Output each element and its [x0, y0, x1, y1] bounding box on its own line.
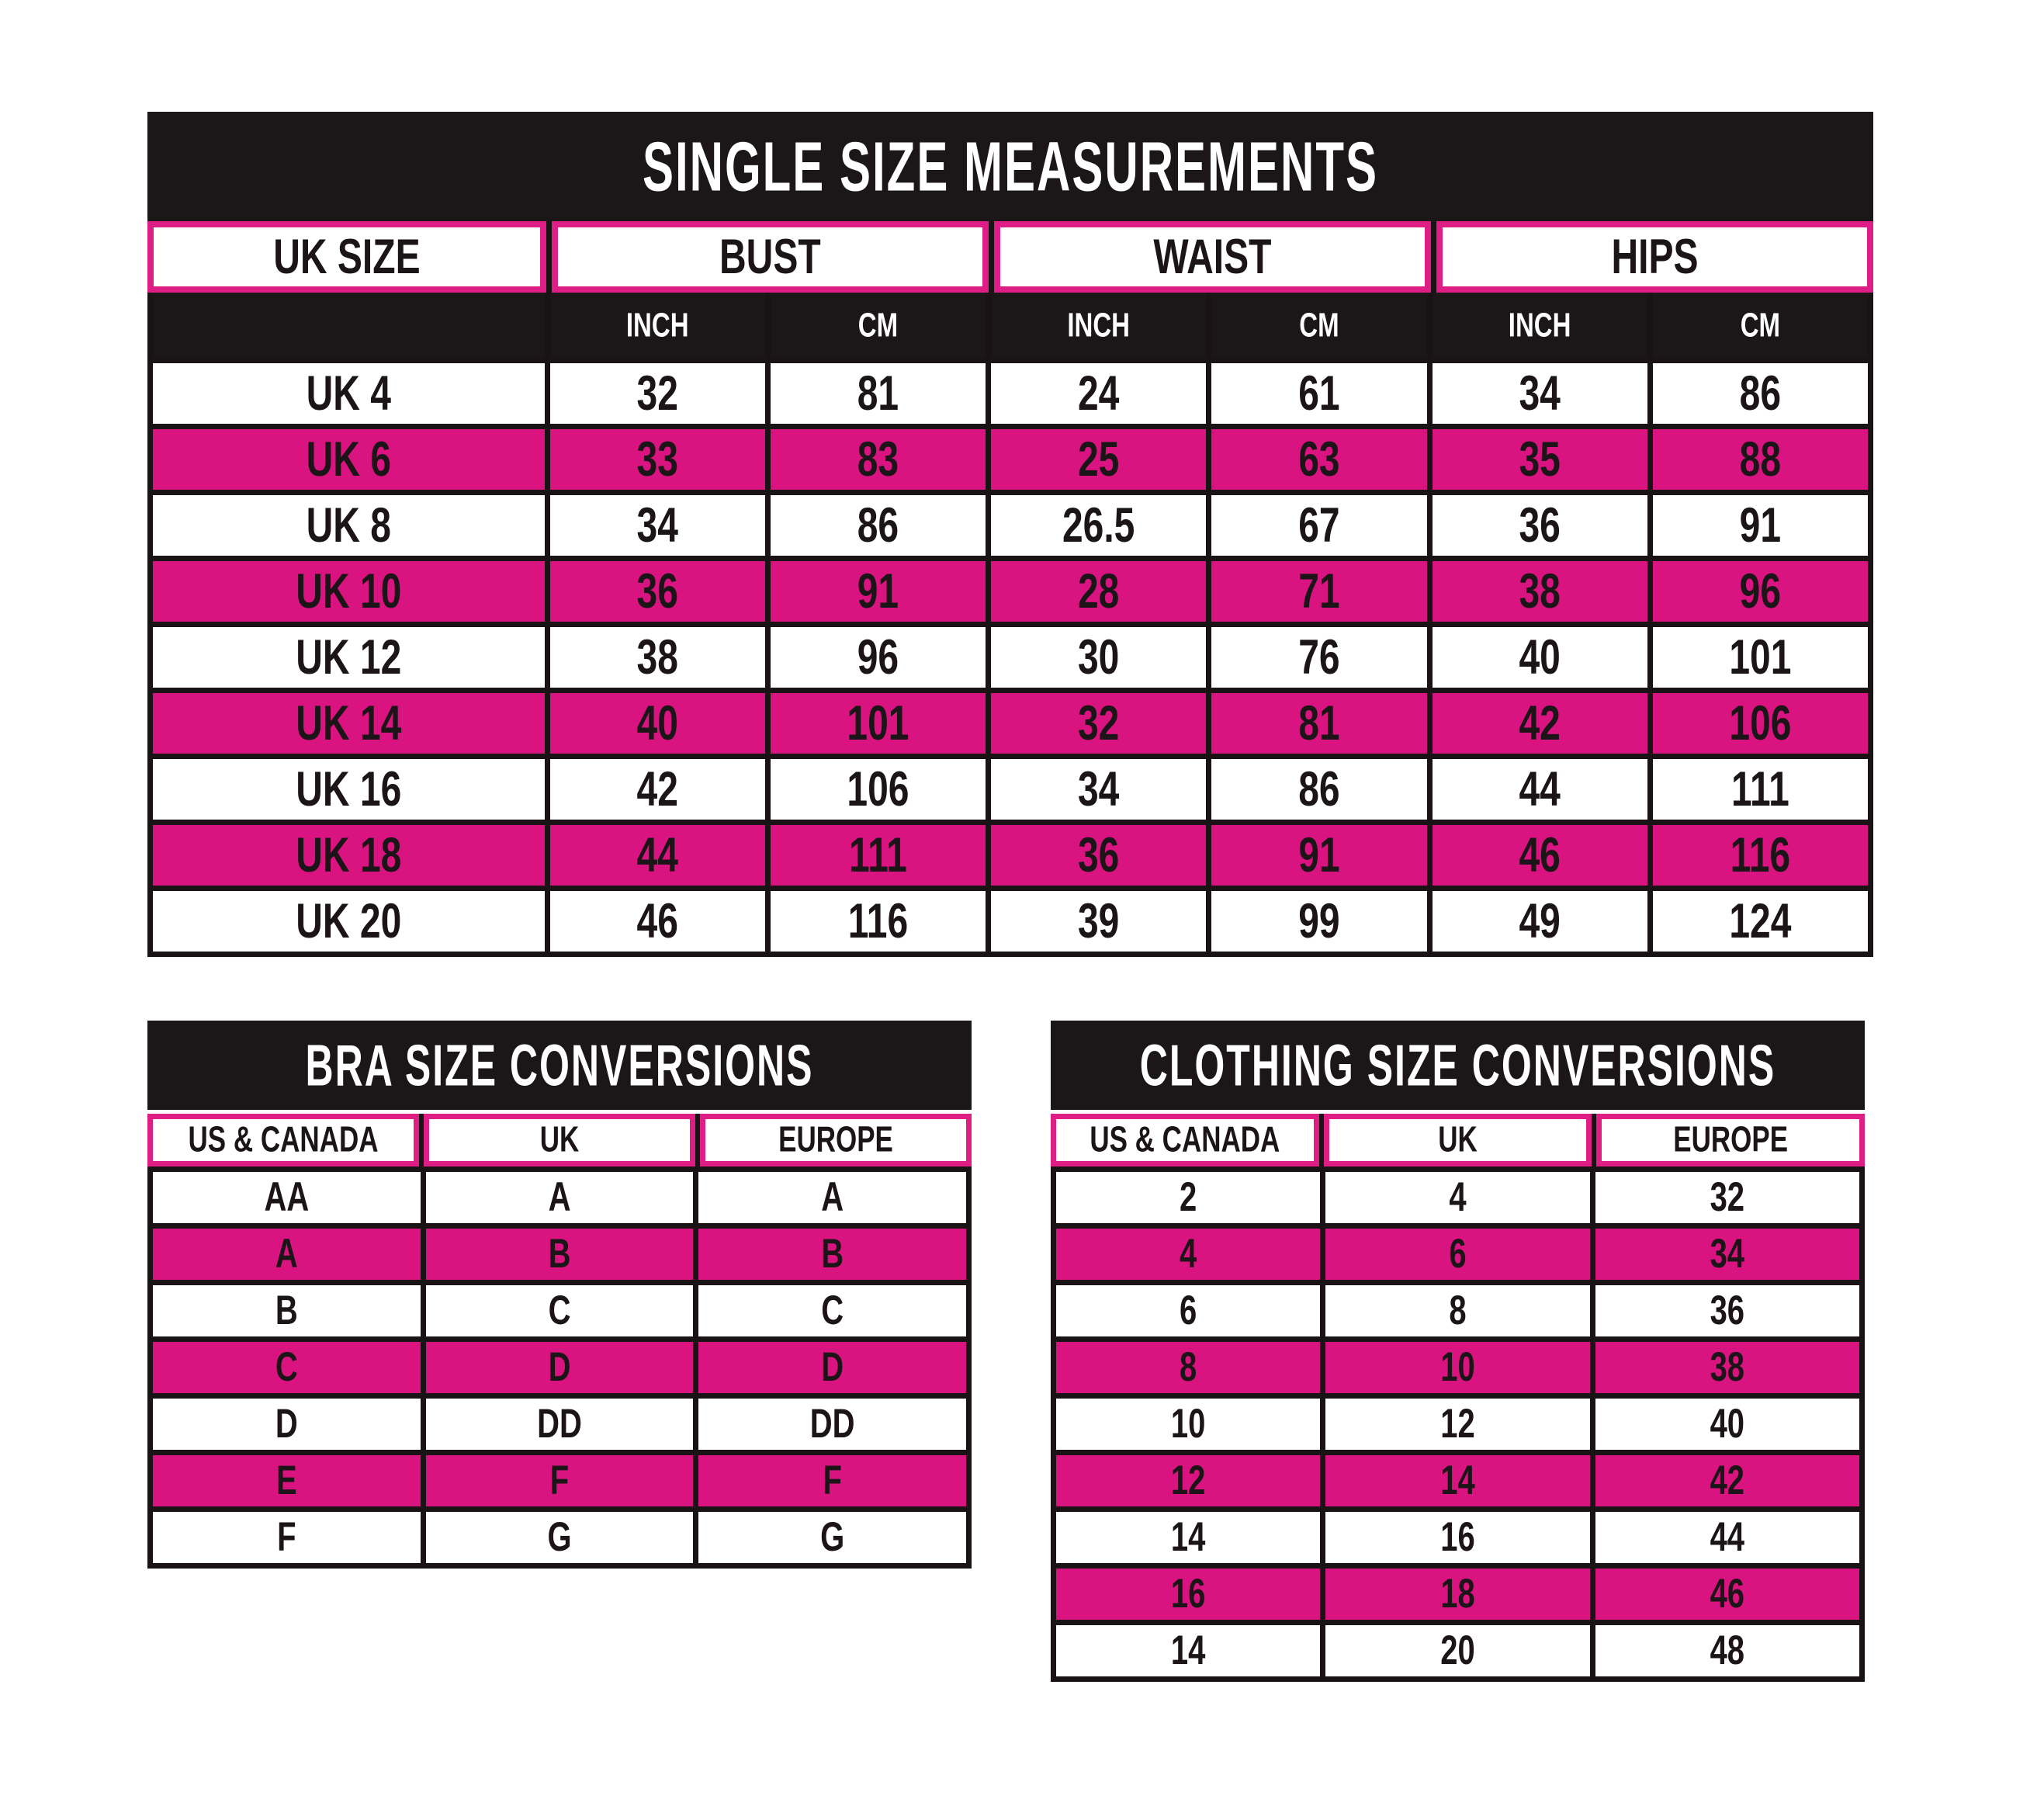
- cell-text: 46: [636, 894, 678, 948]
- bra-size-table: [147, 1021, 972, 1569]
- header-text: WAIST: [1153, 230, 1272, 284]
- measurement-cell: [1211, 429, 1426, 490]
- cell-text: F: [277, 1514, 296, 1560]
- cell-text: C: [821, 1288, 844, 1333]
- uk-size-cell: [153, 759, 545, 820]
- bra-title-bar: [147, 1021, 972, 1110]
- unit-text: INCH: [1508, 305, 1571, 344]
- cell-text: G: [547, 1514, 572, 1560]
- cell-text: 14: [1170, 1628, 1206, 1673]
- cell-text: 34: [1077, 762, 1120, 816]
- measurement-cell: [771, 561, 986, 622]
- cell-text: 46: [1710, 1571, 1745, 1617]
- uk-size-cell: [153, 825, 545, 886]
- conversion-cell: [698, 1512, 966, 1563]
- cell-text: 76: [1298, 630, 1340, 685]
- cell-text: 36: [1710, 1288, 1745, 1333]
- measurement-cell: [991, 627, 1206, 688]
- conversion-row: [1056, 1229, 1859, 1280]
- measurement-cell: [771, 825, 986, 886]
- cell-text: 61: [1298, 366, 1340, 421]
- cell-text: UK 10: [296, 564, 402, 619]
- unit-cell-hips-inch: [1433, 293, 1647, 358]
- measurement-cell: [550, 627, 765, 688]
- clothing-title: CLOTHING SIZE CONVERSIONS: [1139, 1032, 1776, 1098]
- conversion-cell: [1056, 1399, 1320, 1450]
- cell-text: B: [275, 1288, 298, 1333]
- cell-text: 88: [1739, 432, 1782, 487]
- measurement-cell: [991, 429, 1206, 490]
- conversion-row: [153, 1512, 966, 1563]
- measurement-cell: [771, 495, 986, 556]
- measurement-cell: [550, 495, 765, 556]
- conversion-row: [1056, 1342, 1859, 1393]
- cell-text: 38: [1519, 564, 1561, 619]
- measurement-cell: [550, 429, 765, 490]
- cell-text: 101: [1729, 630, 1792, 685]
- conversion-row: [153, 1399, 966, 1450]
- conversion-cell: [1056, 1625, 1320, 1676]
- cell-text: 116: [1730, 828, 1791, 882]
- cell-text: 39: [1077, 894, 1120, 948]
- measurement-cell: [1653, 561, 1868, 622]
- cell-text: F: [823, 1458, 842, 1503]
- conversion-cell: [1595, 1342, 1859, 1393]
- conversion-cell: [1056, 1569, 1320, 1620]
- cell-text: 48: [1710, 1628, 1745, 1673]
- conversion-cell: [153, 1455, 421, 1506]
- conversion-cell: [1056, 1342, 1320, 1393]
- cell-text: 44: [1710, 1514, 1745, 1560]
- measurement-cell: [771, 363, 986, 424]
- conversion-cell: [1325, 1625, 1589, 1676]
- header-cell-us-canada: [147, 1114, 419, 1166]
- header-text: UK: [539, 1119, 580, 1160]
- cell-text: UK 16: [296, 762, 402, 816]
- conversion-cell: [153, 1229, 421, 1280]
- header-cell-bust: [552, 221, 989, 293]
- table-row: [153, 429, 1868, 490]
- measurement-cell: [550, 561, 765, 622]
- cell-text: 106: [847, 762, 909, 816]
- measurement-cell: [550, 759, 765, 820]
- cell-text: 24: [1077, 366, 1120, 421]
- header-cell-uk: [424, 1114, 695, 1166]
- measurement-cell: [1211, 891, 1426, 952]
- header-text: EUROPE: [1673, 1119, 1789, 1160]
- conversion-cell: [1325, 1399, 1589, 1450]
- measurement-cell: [550, 363, 765, 424]
- cell-text: 38: [1710, 1344, 1745, 1390]
- unit-text: INCH: [1067, 305, 1130, 344]
- header-text: UK: [1438, 1119, 1478, 1160]
- conversion-cell: [1325, 1512, 1589, 1563]
- uk-size-cell: [153, 561, 545, 622]
- cell-text: 6: [1449, 1231, 1467, 1277]
- cell-text: 42: [1710, 1458, 1745, 1503]
- cell-text: A: [275, 1231, 298, 1277]
- measurement-cell: [991, 891, 1206, 952]
- measurement-cell: [771, 759, 986, 820]
- conversion-row: [1056, 1172, 1859, 1223]
- conversion-cell: [1056, 1172, 1320, 1223]
- measurement-cell: [771, 627, 986, 688]
- measurement-cell: [771, 891, 986, 952]
- cell-text: 111: [849, 828, 907, 882]
- cell-text: E: [275, 1458, 297, 1503]
- cell-text: 32: [636, 366, 678, 421]
- conversion-cell: [1595, 1399, 1859, 1450]
- cell-text: 8: [1449, 1288, 1467, 1333]
- cell-text: 4: [1180, 1231, 1197, 1277]
- conversion-row: [1056, 1399, 1859, 1450]
- cell-text: 26.5: [1062, 498, 1135, 553]
- cell-text: 2: [1180, 1174, 1197, 1220]
- measurement-cell: [1433, 759, 1647, 820]
- cell-text: 42: [1519, 696, 1561, 751]
- conversion-row: [1056, 1285, 1859, 1336]
- conversion-cell: [1056, 1285, 1320, 1336]
- measurement-cell: [771, 693, 986, 754]
- measurement-cell: [1433, 891, 1647, 952]
- clothing-conversion-grid: [1051, 1166, 1865, 1682]
- measurement-cell: [550, 891, 765, 952]
- measurement-cell: [1211, 627, 1426, 688]
- unit-cell-bust-cm: [771, 293, 986, 358]
- cell-text: UK 8: [306, 498, 391, 553]
- conversion-cell: [1595, 1229, 1859, 1280]
- cell-text: 40: [1710, 1401, 1745, 1447]
- conversion-cell: [1325, 1172, 1589, 1223]
- clothing-size-table: [1051, 1021, 1865, 1682]
- measurement-cell: [1211, 825, 1426, 886]
- conversion-cell: [1595, 1512, 1859, 1563]
- header-cell-uk-size: [147, 221, 546, 293]
- measurement-cell: [1433, 561, 1647, 622]
- conversion-cell: [426, 1399, 694, 1450]
- cell-text: 42: [636, 762, 678, 816]
- measurement-cell: [1653, 495, 1868, 556]
- measurement-cell: [1433, 693, 1647, 754]
- cell-text: A: [821, 1174, 844, 1220]
- conversion-cell: [1325, 1229, 1589, 1280]
- measurement-cell: [550, 825, 765, 886]
- header-cell-europe: [700, 1114, 972, 1166]
- measurement-cell: [991, 495, 1206, 556]
- clothing-title-bar: [1051, 1021, 1865, 1110]
- cell-text: 96: [1739, 564, 1782, 619]
- cell-text: 32: [1710, 1174, 1745, 1220]
- uk-size-cell: [153, 693, 545, 754]
- measurement-cell: [991, 363, 1206, 424]
- conversion-cell: [153, 1399, 421, 1450]
- conversion-cell: [1325, 1455, 1589, 1506]
- unit-text: INCH: [625, 305, 689, 344]
- cell-text: 124: [1729, 894, 1792, 948]
- conversion-cell: [698, 1342, 966, 1393]
- conversion-cell: [1595, 1285, 1859, 1336]
- conversion-cell: [1595, 1172, 1859, 1223]
- cell-text: 36: [1077, 828, 1120, 882]
- single-size-header-row: [147, 221, 1873, 293]
- measurement-cell: [550, 693, 765, 754]
- uk-size-cell: [153, 891, 545, 952]
- cell-text: 99: [1298, 894, 1340, 948]
- measurement-cell: [1653, 693, 1868, 754]
- conversion-cell: [698, 1285, 966, 1336]
- conversion-row: [153, 1285, 966, 1336]
- conversion-cell: [1325, 1285, 1589, 1336]
- measurement-cell: [771, 429, 986, 490]
- conversion-cell: [426, 1172, 694, 1223]
- conversion-cell: [1056, 1229, 1320, 1280]
- conversion-cell: [1056, 1455, 1320, 1506]
- cell-text: C: [548, 1288, 571, 1333]
- uk-size-cell: [153, 363, 545, 424]
- cell-text: 14: [1440, 1458, 1475, 1503]
- unit-text: CM: [1740, 305, 1781, 344]
- cell-text: 32: [1077, 696, 1120, 751]
- cell-text: UK 12: [296, 630, 402, 685]
- conversion-row: [1056, 1455, 1859, 1506]
- unit-cell-hips-cm: [1653, 293, 1868, 358]
- conversion-cell: [1595, 1625, 1859, 1676]
- cell-text: 101: [847, 696, 909, 751]
- unit-cell-waist-inch: [991, 293, 1206, 358]
- cell-text: 44: [636, 828, 678, 882]
- cell-text: 91: [1739, 498, 1782, 553]
- measurement-cell: [991, 693, 1206, 754]
- conversion-cell: [1325, 1342, 1589, 1393]
- header-text: BUST: [719, 230, 821, 284]
- unit-cell-bust-inch: [550, 293, 765, 358]
- cell-text: DD: [537, 1401, 582, 1447]
- conversion-cell: [426, 1342, 694, 1393]
- conversion-row: [1056, 1512, 1859, 1563]
- table-row: [153, 495, 1868, 556]
- cell-text: 30: [1077, 630, 1120, 685]
- unit-cell-waist-cm: [1211, 293, 1426, 358]
- cell-text: 96: [857, 630, 899, 685]
- header-text: EUROPE: [778, 1119, 893, 1160]
- cell-text: 81: [857, 366, 899, 421]
- header-text: US & CANADA: [1090, 1119, 1280, 1160]
- cell-text: 44: [1519, 762, 1561, 816]
- header-cell-hips: [1436, 221, 1873, 293]
- bra-conversion-grid: [147, 1166, 972, 1569]
- cell-text: 86: [857, 498, 899, 553]
- measurement-cell: [1433, 429, 1647, 490]
- table-row: [153, 891, 1868, 952]
- cell-text: F: [549, 1458, 570, 1503]
- cell-text: 91: [857, 564, 899, 619]
- cell-text: 86: [1298, 762, 1340, 816]
- cell-text: 34: [1519, 366, 1561, 421]
- cell-text: UK 14: [296, 696, 402, 751]
- conversion-row: [153, 1455, 966, 1506]
- bra-title: BRA SIZE CONVERSIONS: [305, 1032, 814, 1098]
- measurement-cell: [1653, 363, 1868, 424]
- measurement-cell: [1211, 495, 1426, 556]
- measurement-cell: [1433, 825, 1647, 886]
- cell-text: 14: [1170, 1514, 1206, 1560]
- table-row: [153, 759, 1868, 820]
- measurement-cell: [1653, 627, 1868, 688]
- cell-text: 33: [636, 432, 678, 487]
- conversion-cell: [698, 1455, 966, 1506]
- conversion-cell: [426, 1285, 694, 1336]
- conversion-row: [153, 1342, 966, 1393]
- units-row: [147, 293, 1873, 358]
- cell-text: AA: [264, 1174, 310, 1220]
- measurement-cell: [1211, 693, 1426, 754]
- measurement-cell: [1211, 561, 1426, 622]
- cell-text: 83: [857, 432, 899, 487]
- measurement-cell: [1211, 759, 1426, 820]
- measurement-cell: [1433, 627, 1647, 688]
- header-cell-europe: [1596, 1114, 1865, 1166]
- conversion-cell: [1595, 1455, 1859, 1506]
- conversion-cell: [1595, 1569, 1859, 1620]
- conversion-cell: [698, 1229, 966, 1280]
- conversion-cell: [426, 1229, 694, 1280]
- cell-text: 6: [1180, 1288, 1197, 1333]
- cell-text: 40: [636, 696, 678, 751]
- cell-text: 71: [1298, 564, 1340, 619]
- measurement-cell: [991, 561, 1206, 622]
- cell-text: 12: [1170, 1458, 1206, 1503]
- table-row: [153, 363, 1868, 424]
- cell-text: 34: [1710, 1231, 1745, 1277]
- measurement-cell: [1433, 495, 1647, 556]
- cell-text: 25: [1077, 432, 1120, 487]
- cell-text: 20: [1440, 1628, 1475, 1673]
- conversion-row: [1056, 1625, 1859, 1676]
- cell-text: UK 20: [296, 894, 402, 948]
- cell-text: 49: [1519, 894, 1561, 948]
- measurement-cell: [1211, 363, 1426, 424]
- cell-text: UK 6: [306, 432, 391, 487]
- conversion-row: [1056, 1569, 1859, 1620]
- uk-size-cell: [153, 627, 545, 688]
- cell-text: 34: [636, 498, 678, 553]
- header-cell-uk: [1324, 1114, 1592, 1166]
- cell-text: 38: [636, 630, 678, 685]
- cell-text: UK 4: [306, 366, 391, 421]
- single-size-title: SINGLE SIZE MEASUREMENTS: [642, 127, 1379, 206]
- header-text: US & CANADA: [188, 1119, 379, 1160]
- cell-text: 46: [1519, 828, 1561, 882]
- table-row: [153, 561, 1868, 622]
- cell-text: D: [275, 1401, 298, 1447]
- cell-text: G: [820, 1514, 845, 1560]
- measurement-cell: [991, 825, 1206, 886]
- conversion-cell: [153, 1172, 421, 1223]
- conversion-cell: [1325, 1569, 1589, 1620]
- cell-text: 111: [1730, 762, 1789, 816]
- cell-text: 16: [1170, 1571, 1206, 1617]
- measurement-cell: [1653, 891, 1868, 952]
- cell-text: D: [548, 1344, 571, 1390]
- conversion-cell: [153, 1285, 421, 1336]
- cell-text: 91: [1298, 828, 1340, 882]
- cell-text: UK 18: [296, 828, 402, 882]
- cell-text: 36: [1519, 498, 1561, 553]
- cell-text: 28: [1077, 564, 1120, 619]
- cell-text: 10: [1170, 1401, 1206, 1447]
- cell-text: C: [275, 1344, 298, 1390]
- cell-text: 8: [1180, 1344, 1197, 1390]
- conversion-cell: [153, 1512, 421, 1563]
- cell-text: DD: [809, 1401, 855, 1447]
- clothing-header-row: [1051, 1114, 1865, 1166]
- units-spacer-cell: [153, 293, 545, 358]
- cell-text: 40: [1519, 630, 1561, 685]
- single-size-title-bar: [147, 112, 1873, 221]
- cell-text: A: [548, 1174, 571, 1220]
- measurement-cell: [1653, 429, 1868, 490]
- bra-header-row: [147, 1114, 972, 1166]
- conversion-row: [153, 1229, 966, 1280]
- cell-text: 86: [1739, 366, 1782, 421]
- measurement-cell: [991, 759, 1206, 820]
- cell-text: 116: [847, 894, 909, 948]
- cell-text: 81: [1298, 696, 1340, 751]
- header-text: HIPS: [1611, 230, 1699, 284]
- unit-text: CM: [1299, 305, 1339, 344]
- single-size-table: [147, 112, 1873, 957]
- cell-text: 18: [1440, 1571, 1475, 1617]
- measurement-cell: [1653, 825, 1868, 886]
- cell-text: 16: [1440, 1514, 1475, 1560]
- table-row: [153, 825, 1868, 886]
- cell-text: 106: [1729, 696, 1792, 751]
- cell-text: D: [821, 1344, 844, 1390]
- cell-text: 35: [1519, 432, 1561, 487]
- cell-text: B: [548, 1231, 571, 1277]
- cell-text: B: [821, 1231, 844, 1277]
- conversion-cell: [698, 1172, 966, 1223]
- uk-size-cell: [153, 429, 545, 490]
- conversion-cell: [426, 1512, 694, 1563]
- header-cell-waist: [994, 221, 1431, 293]
- cell-text: 63: [1298, 432, 1340, 487]
- conversion-cell: [426, 1455, 694, 1506]
- header-text: UK SIZE: [273, 230, 421, 284]
- cell-text: 10: [1440, 1344, 1475, 1390]
- cell-text: 12: [1440, 1401, 1475, 1447]
- cell-text: 36: [636, 564, 678, 619]
- table-row: [153, 693, 1868, 754]
- unit-text: CM: [857, 305, 899, 344]
- uk-size-cell: [153, 495, 545, 556]
- table-row: [153, 627, 1868, 688]
- conversion-row: [153, 1172, 966, 1223]
- header-cell-us-canada: [1051, 1114, 1319, 1166]
- cell-text: 4: [1449, 1174, 1467, 1220]
- measurements-grid: [147, 358, 1873, 957]
- conversion-cell: [1056, 1512, 1320, 1563]
- measurement-cell: [1653, 759, 1868, 820]
- cell-text: 67: [1298, 498, 1340, 553]
- conversion-cell: [153, 1342, 421, 1393]
- conversion-cell: [698, 1399, 966, 1450]
- measurement-cell: [1433, 363, 1647, 424]
